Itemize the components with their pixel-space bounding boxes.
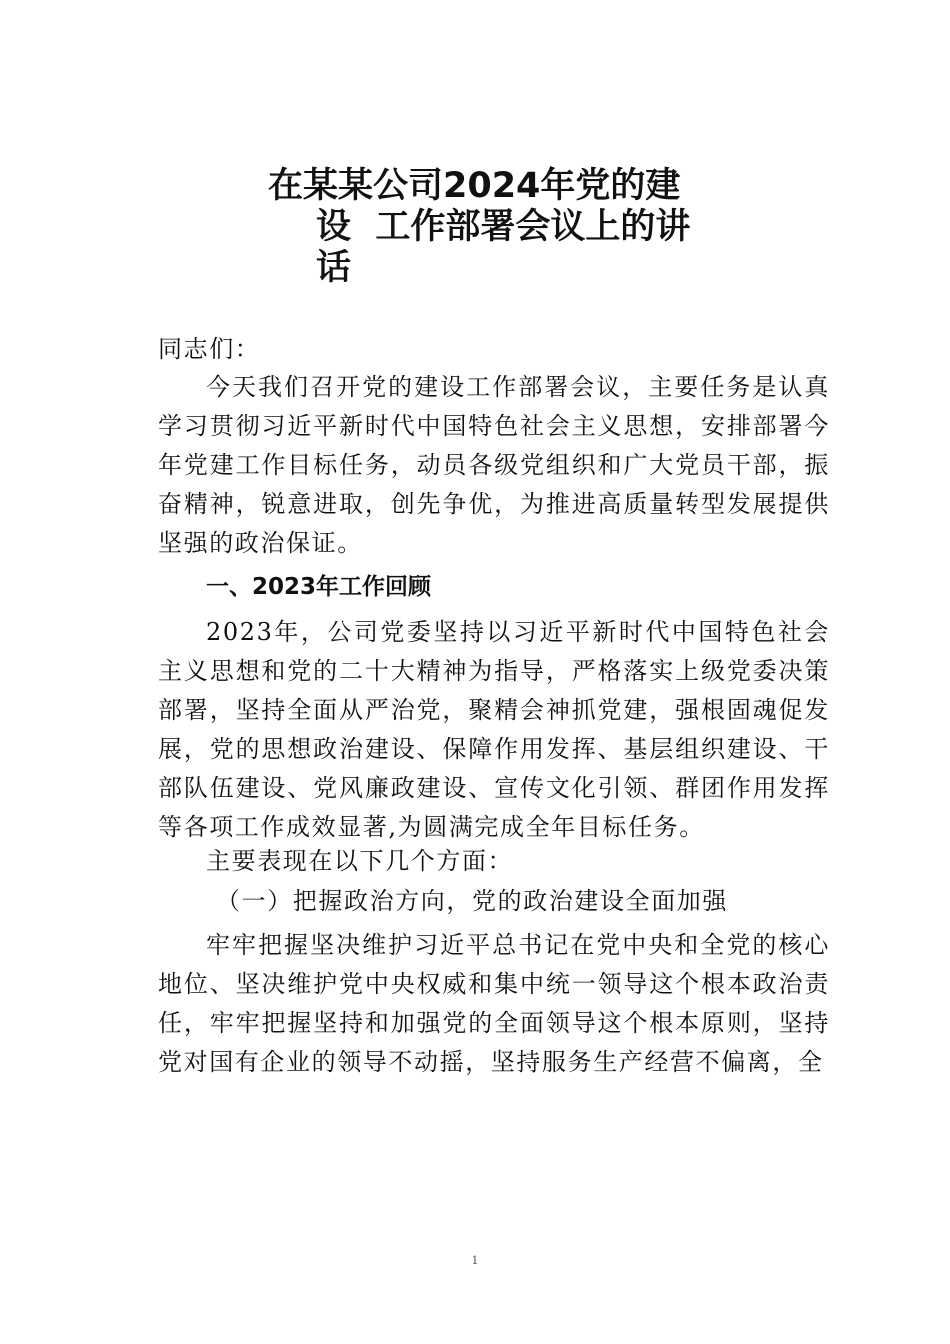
paragraph-political-direction: 牢牢把握坚决维护习近平总书记在党中央和全党的核心地位、坚决维护党中央权威和集中统一领导这个根本政治责任，牢牢把握坚持和加强党的全面领导这个根本原则，坚持党对国有企业的领导不动摇，坚持服务生产经营不偏离，全 <box>158 931 830 1076</box>
paragraph-intro: 今天我们召开党的建设工作部署会议，主要任务是认真学习贯彻习近平新时代中国特色社会主义思想，安排部署今年党建工作目标任务，动员各级党组织和广大党员干部，振奋精神，锐意进取，创先争优，为推进高质量转型发展提供坚强的政治保证。 <box>158 373 830 557</box>
subsection-heading-1: （一）把握政治方向，党的政治建设全面加强 <box>216 887 728 915</box>
page-number: 1 <box>471 1254 479 1267</box>
salutation: 同志们： <box>158 335 261 363</box>
title-line-1: 在某某公司2024年党的建 <box>268 166 681 206</box>
document-title <box>268 166 691 289</box>
paragraph-review: 2023年，公司党委坚持以习近平新时代中国特色社会主义思想和党的二十大精神为指导，严格落实上级党委决策部署，坚持全面从严治党，聚精会神抓党建，强根固魂促发展，党的思想政治建设、保障作用发挥、基层组织建设、干部队伍建设、党风廉政建设、宣传文化引领、群团作用发挥等各项工作成效显著,为圆满完成全年目标任务。 <box>158 618 830 841</box>
section-heading-1: 一、2023年工作回顾 <box>206 574 432 600</box>
paragraph-aspects-intro: 主要表现在以下几个方面： <box>206 847 514 875</box>
title-line-2: 设 工作部署会议上的讲 <box>316 207 691 247</box>
title-line-3: 话 <box>316 248 352 288</box>
